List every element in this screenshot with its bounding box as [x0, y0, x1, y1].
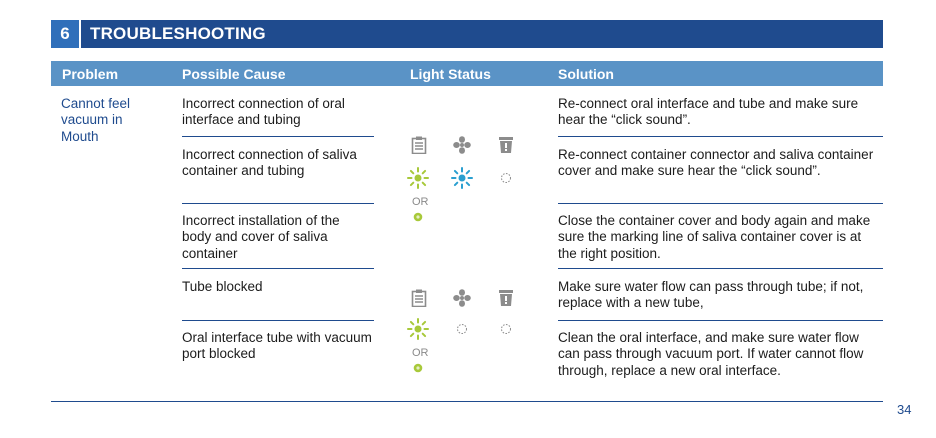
solution-4: Make sure water flow can pass through tube; if not, replace with a new tube, — [558, 279, 864, 311]
cause-3: Incorrect installation of the body and cover of saliva container — [182, 213, 340, 261]
off-light-icon — [500, 172, 512, 184]
solution-1: Re-connect oral interface and tube and make sure hear the “click sound”. — [558, 96, 859, 128]
fan-icon — [453, 136, 471, 154]
row-divider — [182, 136, 374, 137]
page-number: 34 — [897, 402, 912, 417]
off-light-icon — [500, 323, 512, 335]
sun-light-icon — [407, 167, 429, 189]
row-divider — [558, 320, 883, 321]
section-number: 6 — [51, 20, 81, 48]
sun-light-blue-icon — [451, 167, 473, 189]
sun-light-icon — [407, 318, 429, 340]
solution-3: Close the container cover and body again and make sure the marking line of saliva container cover is at the right position. — [558, 213, 871, 261]
dot-light-icon — [413, 363, 423, 373]
cause-1: Incorrect connection of oral interface and tubing — [182, 96, 345, 128]
table-header — [51, 61, 883, 86]
header-solution: Solution — [558, 66, 614, 82]
clipboard-icon — [411, 136, 427, 154]
or-label: OR — [412, 196, 429, 208]
row-divider — [182, 268, 374, 269]
table-bottom-line — [51, 401, 883, 402]
off-light-icon — [456, 323, 468, 335]
header-light-status: Light Status — [410, 66, 491, 82]
row-divider — [558, 268, 883, 269]
clipboard-icon — [411, 289, 427, 307]
container-icon — [498, 289, 514, 307]
solution-2: Re-connect container connector and saliva container cover and make sure hear the “click sound”. — [558, 147, 874, 179]
dot-light-icon — [413, 212, 423, 222]
cause-2: Incorrect connection of saliva container and tubing — [182, 147, 357, 179]
row-divider — [182, 203, 374, 204]
fan-icon — [453, 289, 471, 307]
section-header — [51, 20, 883, 48]
problem-text: Cannot feel vacuum in Mouth — [61, 96, 131, 144]
header-problem: Problem — [62, 66, 119, 82]
row-divider — [558, 136, 883, 137]
or-label: OR — [412, 347, 429, 359]
cause-4: Tube blocked — [182, 279, 263, 294]
solution-5: Clean the oral interface, and make sure water flow can pass through vacuum port. If water cannot flow through, replace a new oral interface. — [558, 330, 864, 378]
row-divider — [558, 203, 883, 204]
container-icon — [498, 136, 514, 154]
cause-5: Oral interface tube with vacuum port blocked — [182, 330, 372, 362]
section-title: TROUBLESHOOTING — [90, 24, 266, 43]
row-divider — [182, 320, 374, 321]
header-possible-cause: Possible Cause — [182, 66, 286, 82]
